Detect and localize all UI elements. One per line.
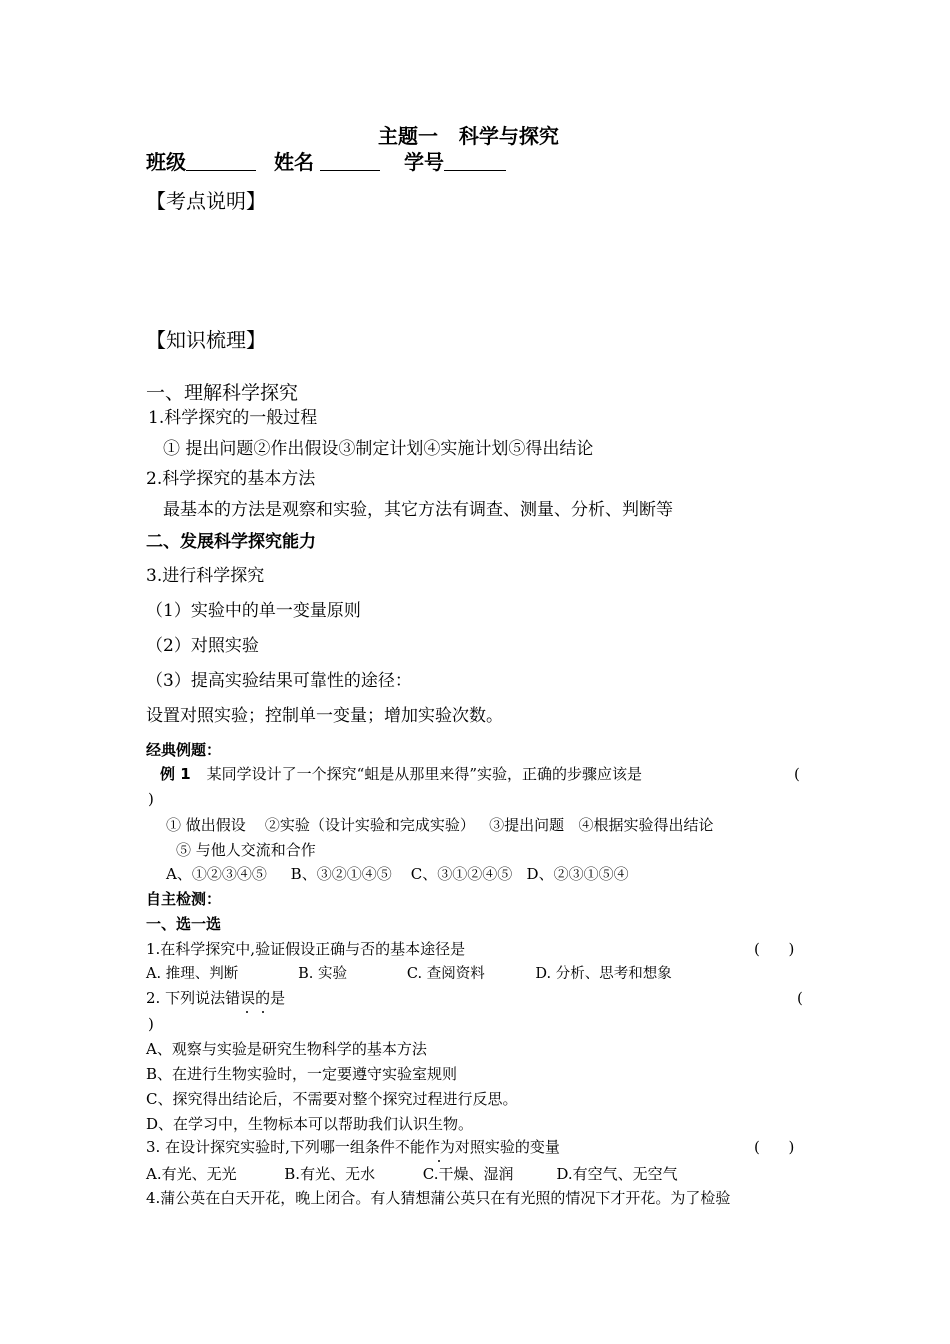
question-2: 2. 下列说法错误的是 bbox=[146, 989, 286, 1007]
part1-item2-text: 最基本的方法是观察和实验，其它方法有调查、测量、分析、判断等 bbox=[163, 500, 673, 520]
question-3: 3. 在设计探究实验时,下列哪一组条件不能作为对照实验的变量 bbox=[146, 1138, 560, 1156]
example1-label: 例 1 bbox=[160, 765, 191, 783]
number-blank[interactable] bbox=[444, 152, 506, 171]
part2-sub2: （2）对照实验 bbox=[146, 636, 259, 656]
example1-paren-close: ) bbox=[148, 790, 154, 808]
part2-sub3-text: 设置对照实验；控制单一变量；增加实验次数。 bbox=[146, 706, 503, 726]
part2-heading: 二、发展科学探究能力 bbox=[146, 532, 316, 552]
question-2-option-c: C、探究得出结论后，不需要对整个探究过程进行反思。 bbox=[146, 1090, 518, 1108]
self-test-heading: 自主检测： bbox=[146, 890, 222, 908]
name-label: 姓名 bbox=[274, 150, 314, 174]
class-blank[interactable] bbox=[186, 152, 256, 171]
example1-options-line2: ⑤ 与他人交流和合作 bbox=[176, 841, 316, 859]
example1-text: 某同学设计了一个探究“蛆是从那里来得”实验，正确的步骤应该是 bbox=[206, 765, 643, 783]
question-2-option-a: A、观察与实验是研究生物科学的基本方法 bbox=[146, 1040, 427, 1058]
number-label: 学号 bbox=[404, 150, 444, 174]
part2-sub1: （1）实验中的单一变量原则 bbox=[146, 601, 361, 621]
self-test-subheading: 一、选一选 bbox=[146, 915, 222, 933]
question-2-option-b: B、在进行生物实验时，一定要遵守实验室规则 bbox=[146, 1065, 458, 1083]
question-1-answer-paren[interactable]: ( ) bbox=[754, 940, 795, 958]
question-2-paren-open: ( bbox=[797, 989, 803, 1007]
emphasis-dot bbox=[262, 1011, 264, 1013]
question-2-option-d: D、在学习中，生物标本可以帮助我们认识生物。 bbox=[146, 1115, 474, 1133]
emphasis-dot bbox=[246, 1011, 248, 1013]
section-exam-points: 【考点说明】 bbox=[146, 189, 266, 213]
question-3-answer-paren[interactable]: ( ) bbox=[754, 1138, 795, 1156]
examples-heading: 经典例题： bbox=[146, 741, 222, 759]
question-3-choices: A.有光、无光 B.有光、无水 C.干燥、湿润 D.有空气、无空气 bbox=[146, 1165, 678, 1183]
part2-sub3: （3）提高实验结果可靠性的途径： bbox=[146, 671, 412, 691]
part1-item1-steps: ① 提出问题②作出假设③制定计划④实施计划⑤得出结论 bbox=[163, 439, 594, 459]
student-info-line bbox=[146, 152, 506, 172]
question-1: 1.在科学探究中,验证假设正确与否的基本途径是 bbox=[146, 940, 466, 958]
part2-item3-title: 3.进行科学探究 bbox=[146, 566, 265, 586]
emphasis-dot bbox=[438, 1160, 440, 1162]
page-title: 主题一 科学与探究 bbox=[378, 124, 559, 148]
section-knowledge: 【知识梳理】 bbox=[146, 328, 266, 352]
example1-paren-open: ( bbox=[794, 765, 800, 783]
part1-item1-title: 1.科学探究的一般过程 bbox=[148, 408, 318, 428]
class-label: 班级 bbox=[146, 150, 186, 174]
question-4: 4.蒲公英在白天开花，晚上闭合。有人猜想蒲公英只在有光照的情况下才开花。为了检验 bbox=[146, 1189, 731, 1207]
example1-options-line1: ① 做出假设 ②实验（设计实验和完成实验） ③提出问题 ④根据实验得出结论 bbox=[166, 816, 714, 834]
question-1-choices: A. 推理、判断 B. 实验 C. 查阅资料 D. 分析、思考和想象 bbox=[146, 966, 672, 982]
example1-choices: A、①②③④⑤ B、③②①④⑤ C、③①②④⑤ D、②③①⑤④ bbox=[166, 865, 629, 883]
name-blank[interactable] bbox=[320, 152, 380, 171]
part1-heading: 一、理解科学探究 bbox=[146, 382, 299, 404]
example1-question bbox=[160, 767, 642, 782]
part1-item2-title: 2.科学探究的基本方法 bbox=[146, 469, 316, 489]
question-2-paren-close: ) bbox=[148, 1015, 154, 1033]
